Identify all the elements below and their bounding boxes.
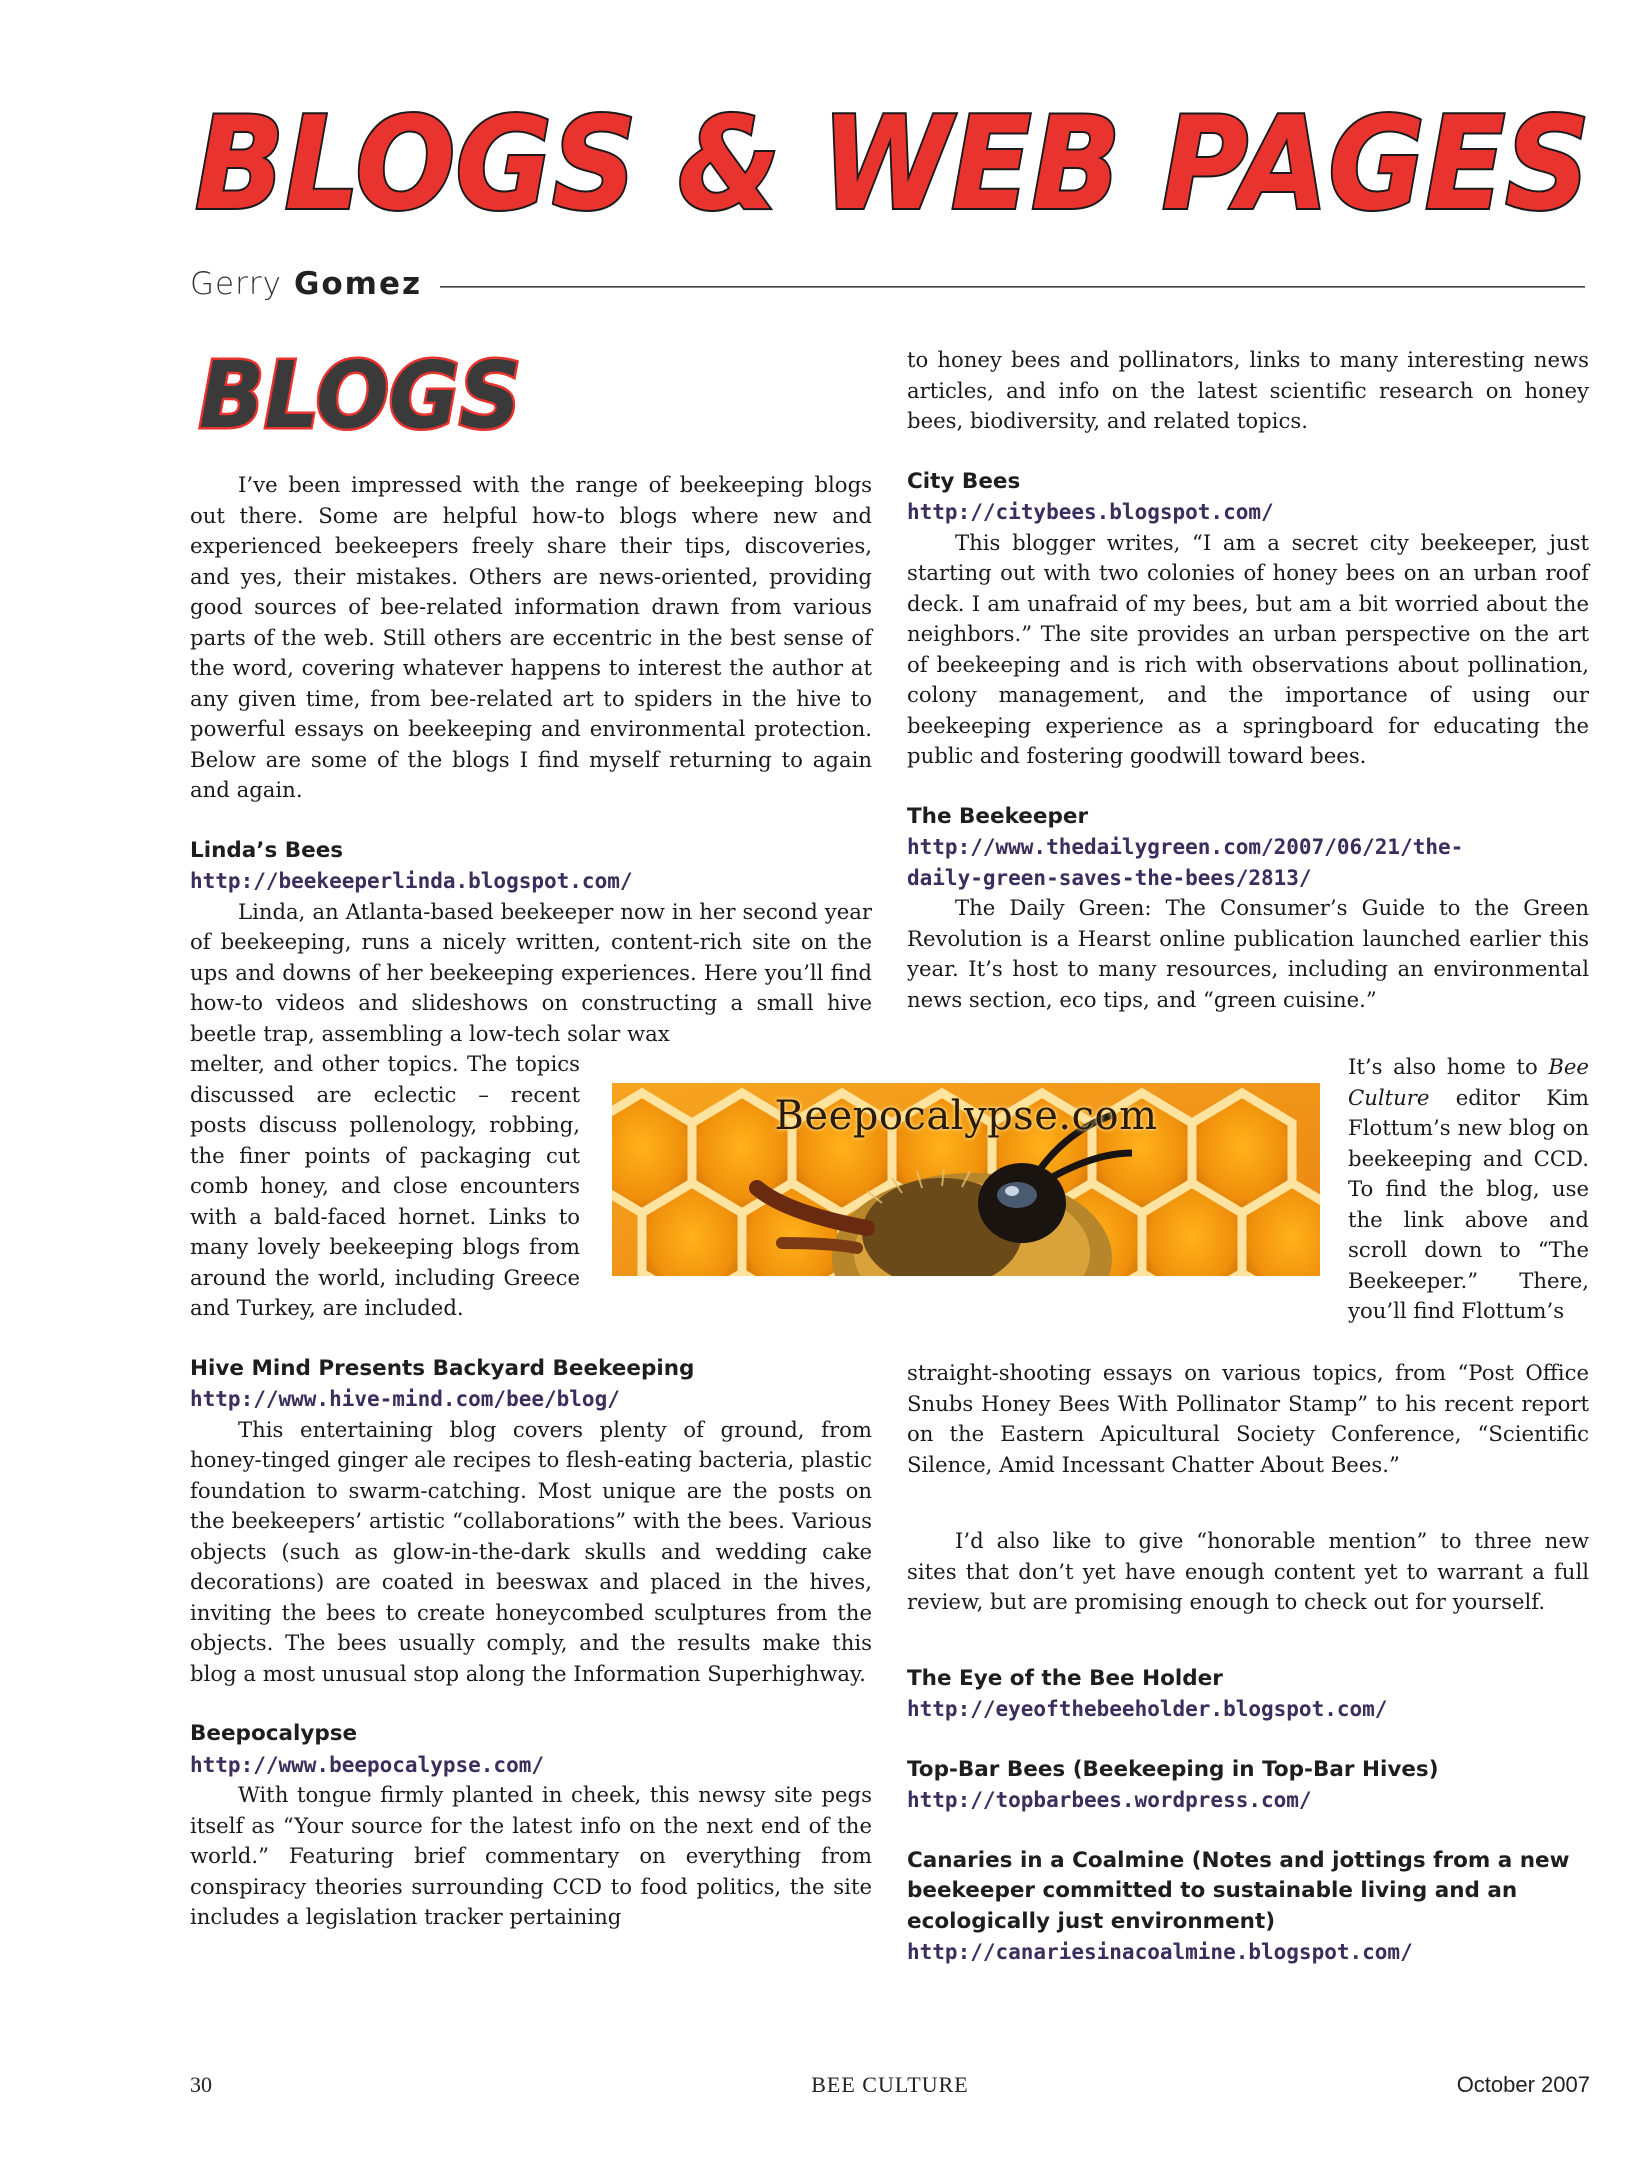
- wrap-text-1: It’s also home to: [1348, 1054, 1538, 1079]
- masthead-title: [195, 90, 1595, 239]
- blog-body-lindas-bees: Linda, an Atlanta-based beekeeper now in her second year of beekeeping, runs a nicely written, content-rich site on the ups and downs of her beekeeping experiences. Here you’ll find how-to videos and slideshows on constructing a small hive beetle trap, assembling a low-tech solar wax: [190, 898, 872, 1046]
- wrap-text-2: editor Kim Flottum’s new blog on beekeeping and CCD. To find the blog, use the link above and scroll down to “The Beekeeper.” There, you’ll find Flottum’s: [1348, 1084, 1589, 1323]
- issue-date: October 2007: [1456, 2072, 1590, 2097]
- magazine-name-italic: Bee Culture: [1348, 1054, 1589, 1110]
- byline: [190, 262, 1585, 306]
- section-heading: [195, 342, 535, 449]
- beepocalypse-banner-image: [612, 1083, 1320, 1276]
- blog-body-beepocalypse: With tongue firmly planted in cheek, this newsy site pegs itself as “Your source for the latest info on the next end of the world.” Featuring brief commentary on everything from conspiracy theories surrounding CCD to food politics, the site includes a legislation tracker pertaining: [190, 1782, 872, 1929]
- blog-url-the-beekeeper-line1[interactable]: http://www.thedailygreen.com/2007/06/21/the-: [907, 835, 1464, 859]
- banner-caption: Beepocalypse.com: [774, 1093, 1158, 1139]
- blog-url-canaries[interactable]: http://canariesinacoalmine.blogspot.com/: [907, 1940, 1413, 1964]
- blog-url-beepocalypse[interactable]: http://www.beepocalypse.com/: [190, 1752, 545, 1777]
- blog-body-beepocalypse-continued: to honey bees and pollinators, links to many interesting news articles, and info on the latest scientific research on honey bees, biodiversity, and related topics.: [907, 347, 1589, 433]
- page-number: 30: [190, 2072, 212, 2097]
- author-last-name: Gomez: [293, 266, 423, 302]
- blog-body-the-beekeeper-after: straight-shooting essays on various topics, from “Post Office Snubs Honey Bees With Pollinator Stamp” to his recent report on the Eastern Apicultural Society Conference, “Scientific Silence, Amid Incessant Chatter About Bees.”: [907, 1360, 1589, 1477]
- blog-url-lindas-bees[interactable]: http://beekeeperlinda.blogspot.com/: [190, 869, 633, 893]
- blog-url-top-bar-bees[interactable]: http://topbarbees.wordpress.com/: [907, 1788, 1312, 1812]
- blog-title-the-beekeeper: The Beekeeper: [907, 803, 1089, 829]
- blog-title-hive-mind: Hive Mind Presents Backyard Beekeeping: [190, 1355, 695, 1381]
- blog-title-eye-of-bee-holder: The Eye of the Bee Holder: [907, 1665, 1223, 1691]
- blog-body-the-beekeeper: The Daily Green: The Consumer’s Guide to the Green Revolution is a Hearst online publication launched earlier this year. It’s host to many resources, including an environmental news section, eco tips, and “green cuisine.”: [907, 895, 1589, 1012]
- blog-title-lindas-bees: Linda’s Bees: [190, 837, 344, 863]
- blog-url-eye-of-bee-holder[interactable]: http://eyeofthebeeholder.blogspot.com/: [907, 1697, 1388, 1721]
- section-heading-text: BLOGS: [199, 342, 521, 449]
- right-column-bottom: [907, 1358, 1589, 1968]
- blog-title-beepocalypse: Beepocalypse: [190, 1721, 358, 1746]
- masthead-title-text: BLOGS & WEB PAGES: [195, 90, 1590, 239]
- blog-title-canaries: Canaries in a Coalmine (Notes and jottings from a new beekeeper committed to sustainable living and an ecologically just environment): [907, 1847, 1570, 1934]
- blog-body-hive-mind: This entertaining blog covers plenty of ground, from honey-tinged ginger ale recipes to flesh-eating bacteria, plastic foundation to swarm-catching. Most unique are the posts on the beekeepers’ artistic “collaborations” with the bees. Various objects (such as glow-in-the-dark skulls and wedding cake decorations) are coated in beeswax and placed in the hives, inviting the bees to create honeycombed sculptures from the objects. The bees usually comply, and the results make this blog a most unusual stop along the Information Superhighway.: [190, 1416, 872, 1686]
- intro-paragraph: I’ve been impressed with the range of beekeeping blogs out there. Some are helpful how-to blogs where new and experienced beekeepers freely share their tips, discoveries, and yes, their mistakes. Others are news-oriented, providing good sources of bee-related information drawn from various parts of the web. Still others are eccentric in the best sense of the word, covering whatever happens to interest the author at any given time, from bee-related art to spiders in the hive to powerful essays on beekeeping and environmental protection. Below are some of the blogs I find myself returning to again and again.: [190, 472, 872, 802]
- blog-title-top-bar-bees: Top-Bar Bees (Beekeeping in Top-Bar Hives): [907, 1756, 1439, 1782]
- right-column-top: [907, 345, 1589, 1015]
- byline-rule: [440, 286, 1585, 288]
- blog-body-city-bees: This blogger writes, “I am a secret city beekeeper, just starting out with two colonies of honey bees on an urban roof deck. I am unafraid of my bees, but am a bit worried about the neighbors.” The site provides an urban perspective on the art of beekeeping and is rich with observations about pollination, colony management, and the importance of using our beekeeping experience as a springboard for educating the public and fostering goodwill toward bees.: [907, 529, 1589, 768]
- author-first-name: Gerry: [190, 266, 282, 302]
- blog-url-hive-mind[interactable]: http://www.hive-mind.com/bee/blog/: [190, 1387, 620, 1411]
- blog-title-city-bees: City Bees: [907, 468, 1021, 494]
- page-footer: [190, 2072, 1590, 2102]
- blog-body-the-beekeeper-wrap: [1348, 1052, 1589, 1327]
- right-column-wrap: [1348, 1052, 1589, 1327]
- magazine-name: BEE CULTURE: [811, 2072, 969, 2097]
- blog-url-city-bees[interactable]: http://citybees.blogspot.com/: [907, 500, 1274, 524]
- blog-url-the-beekeeper-line2[interactable]: daily-green-saves-the-bees/2813/: [907, 865, 1312, 890]
- honorable-mention-paragraph: I’d also like to give “honorable mention” to three new sites that don’t yet have enough content yet to warrant a full review, but are promising enough to check out for yourself.: [907, 1528, 1589, 1614]
- blog-body-lindas-bees-wrap: melter, and other topics. The topics discussed are eclectic – recent posts discuss pollenology, robbing, the finer points of packaging cut comb honey, and close encounters with a bald-faced hornet. Links to many lovely beekeeping blogs from around the world, including Greece and Turkey, are included.: [190, 1051, 580, 1320]
